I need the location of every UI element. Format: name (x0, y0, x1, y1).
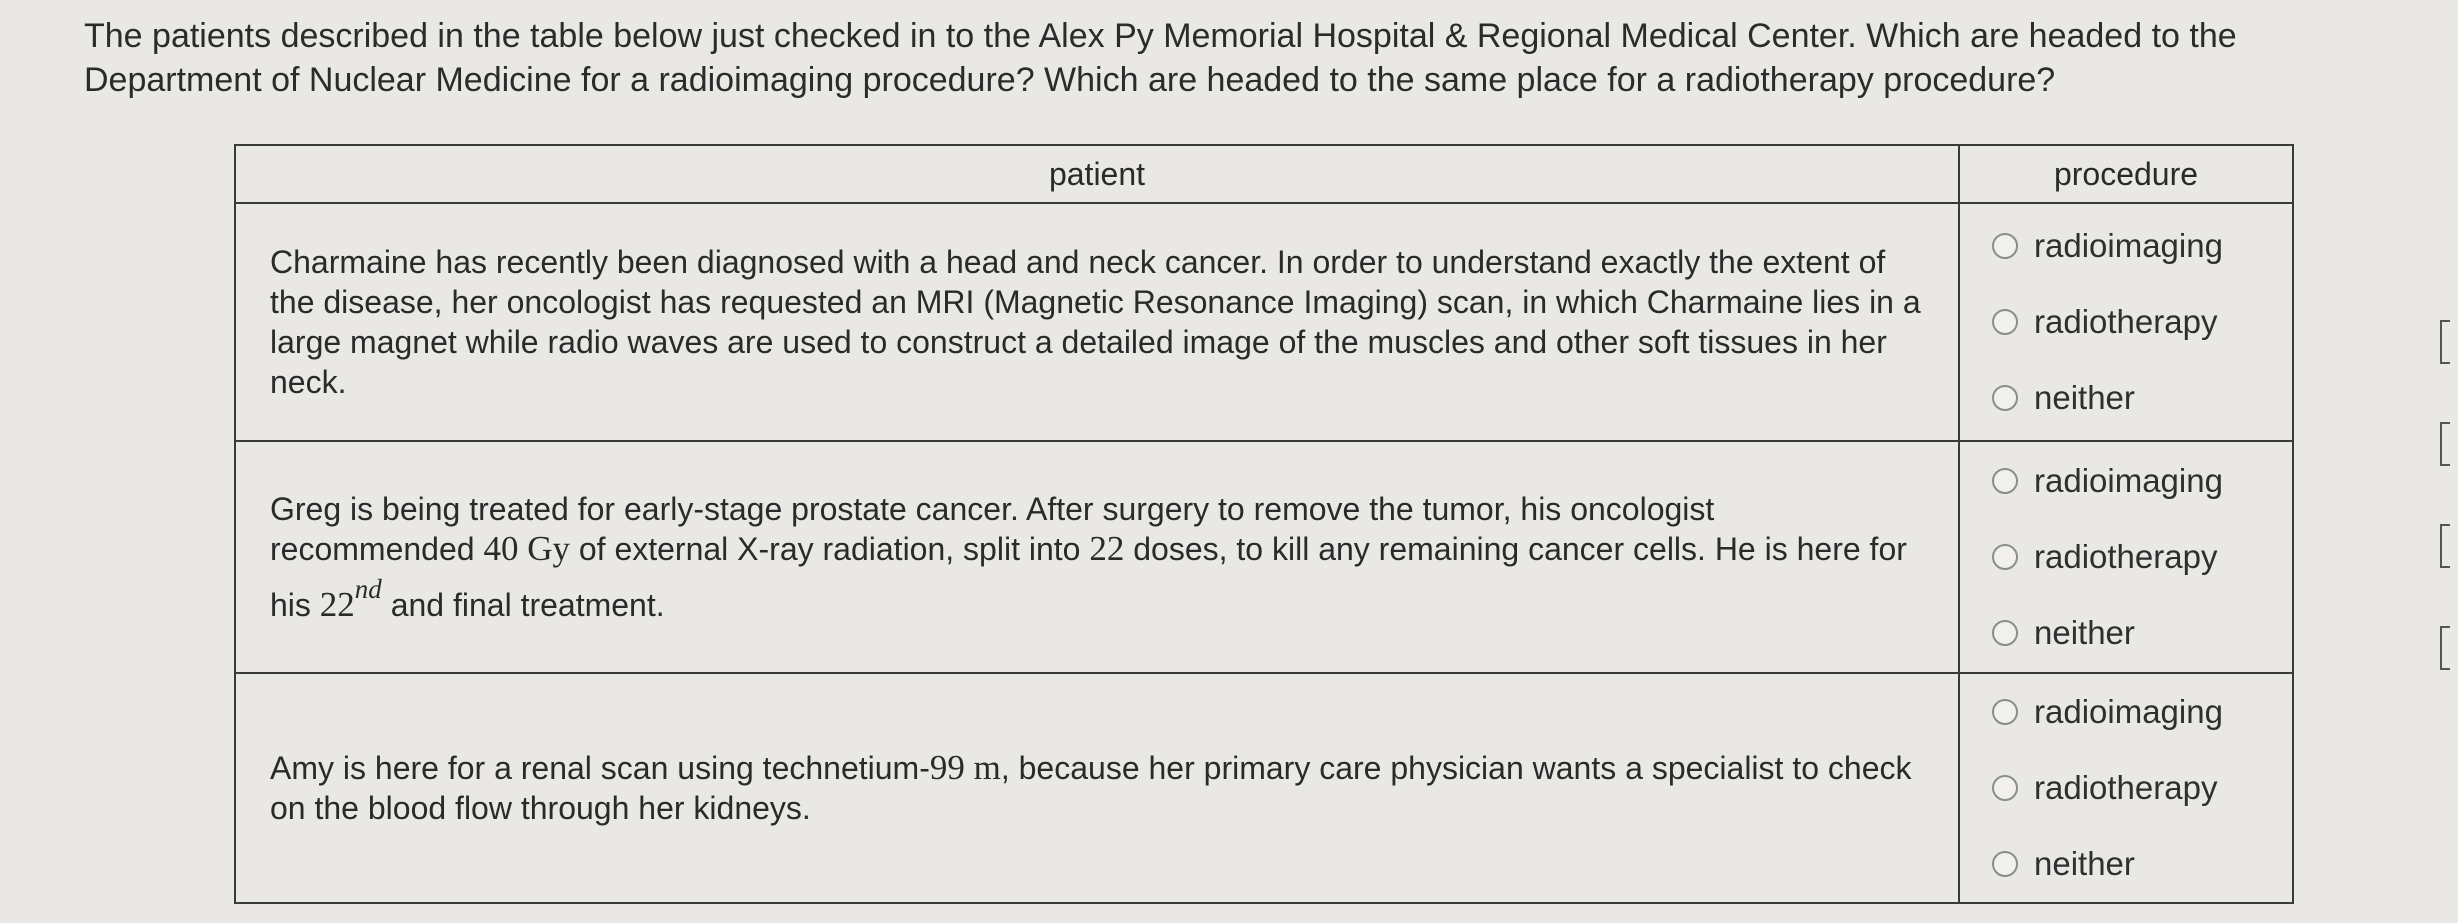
procedure-options-amy (1959, 673, 2293, 903)
option-radioimaging[interactable] (1992, 674, 2292, 750)
patient-description-amy (235, 673, 1959, 903)
ordinal-number: 22 (319, 585, 355, 624)
dose-value: 40 Gy (483, 529, 570, 568)
toolbar-edge-mark (2440, 320, 2450, 364)
toolbar-edge-mark (2440, 626, 2450, 670)
isotope-mass: 99 m (929, 748, 1001, 787)
text-segment: doses, to kill any remaining cancer cells. He is here for his (270, 531, 1907, 623)
table-row (235, 673, 2293, 903)
option-label: neither (2034, 845, 2135, 882)
table-row (235, 203, 2293, 441)
option-radiotherapy[interactable] (1992, 284, 2292, 360)
procedure-options-greg (1959, 441, 2293, 673)
option-label: radiotherapy (2034, 538, 2218, 575)
radio-button-icon[interactable] (1992, 544, 2018, 570)
toolbar-edge-mark (2440, 422, 2450, 466)
patients-table (234, 144, 2294, 904)
question-text: The patients described in the table below just checked in to the Alex Py Memorial Hospital & Regional Medical Center. Which are headed to the Department of Nuclear Medicine for a radioimaging procedure? Which are headed to the same place for a radiotherapy procedure? (84, 17, 2237, 99)
patient-description-greg (235, 441, 1959, 673)
patient-column-header: patient (235, 145, 1959, 203)
option-radiotherapy[interactable] (1992, 750, 2292, 826)
text-segment: and final treatment. (381, 587, 665, 623)
option-label: radiotherapy (2034, 769, 2218, 806)
procedure-options-charmaine (1959, 203, 2293, 441)
option-radioimaging[interactable] (1992, 208, 2292, 284)
text-segment: Amy is here for a renal scan using technetium- (270, 750, 930, 786)
radio-button-icon[interactable] (1992, 620, 2018, 646)
option-neither[interactable] (1992, 360, 2292, 436)
radio-button-icon[interactable] (1992, 699, 2018, 725)
option-neither[interactable] (1992, 826, 2292, 902)
toolbar-edge-mark (2440, 524, 2450, 568)
side-toolbar-edge (2440, 320, 2458, 728)
option-radioimaging[interactable] (1992, 443, 2292, 519)
dose-count: 22 (1089, 529, 1125, 568)
option-neither[interactable] (1992, 595, 2292, 671)
radio-button-icon[interactable] (1992, 851, 2018, 877)
radio-button-icon[interactable] (1992, 385, 2018, 411)
procedure-column-header: procedure (1959, 145, 2293, 203)
text-segment: , because her primary care physician wants a specialist to check on the blood flow through her kidneys. (270, 750, 1912, 826)
option-label: radioimaging (2034, 693, 2223, 730)
radio-button-icon[interactable] (1992, 233, 2018, 259)
radio-button-icon[interactable] (1992, 309, 2018, 335)
radio-button-icon[interactable] (1992, 775, 2018, 801)
ordinal-suffix: nd (354, 574, 382, 604)
option-label: neither (2034, 614, 2135, 651)
table-header-row (235, 145, 2293, 203)
option-label: neither (2034, 379, 2135, 416)
option-radiotherapy[interactable] (1992, 519, 2292, 595)
option-label: radiotherapy (2034, 303, 2218, 340)
table-row (235, 441, 2293, 673)
option-label: radioimaging (2034, 227, 2223, 264)
text-segment: of external X-ray radiation, split into (569, 531, 1090, 567)
option-label: radioimaging (2034, 462, 2223, 499)
radio-button-icon[interactable] (1992, 468, 2018, 494)
patient-description-charmaine: Charmaine has recently been diagnosed with a head and neck cancer. In order to understand exactly the extent of the disease, her oncologist has requested an MRI (Magnetic Resonance Imaging) scan, in which Charmaine lies in a large magnet while radio waves are used to construct a detailed image of the muscles and other soft tissues in her neck. (235, 203, 1959, 441)
text-segment: Greg is being treated for early-stage prostate cancer. After surgery to remove the tumor, his oncologist recommended (270, 491, 1715, 567)
